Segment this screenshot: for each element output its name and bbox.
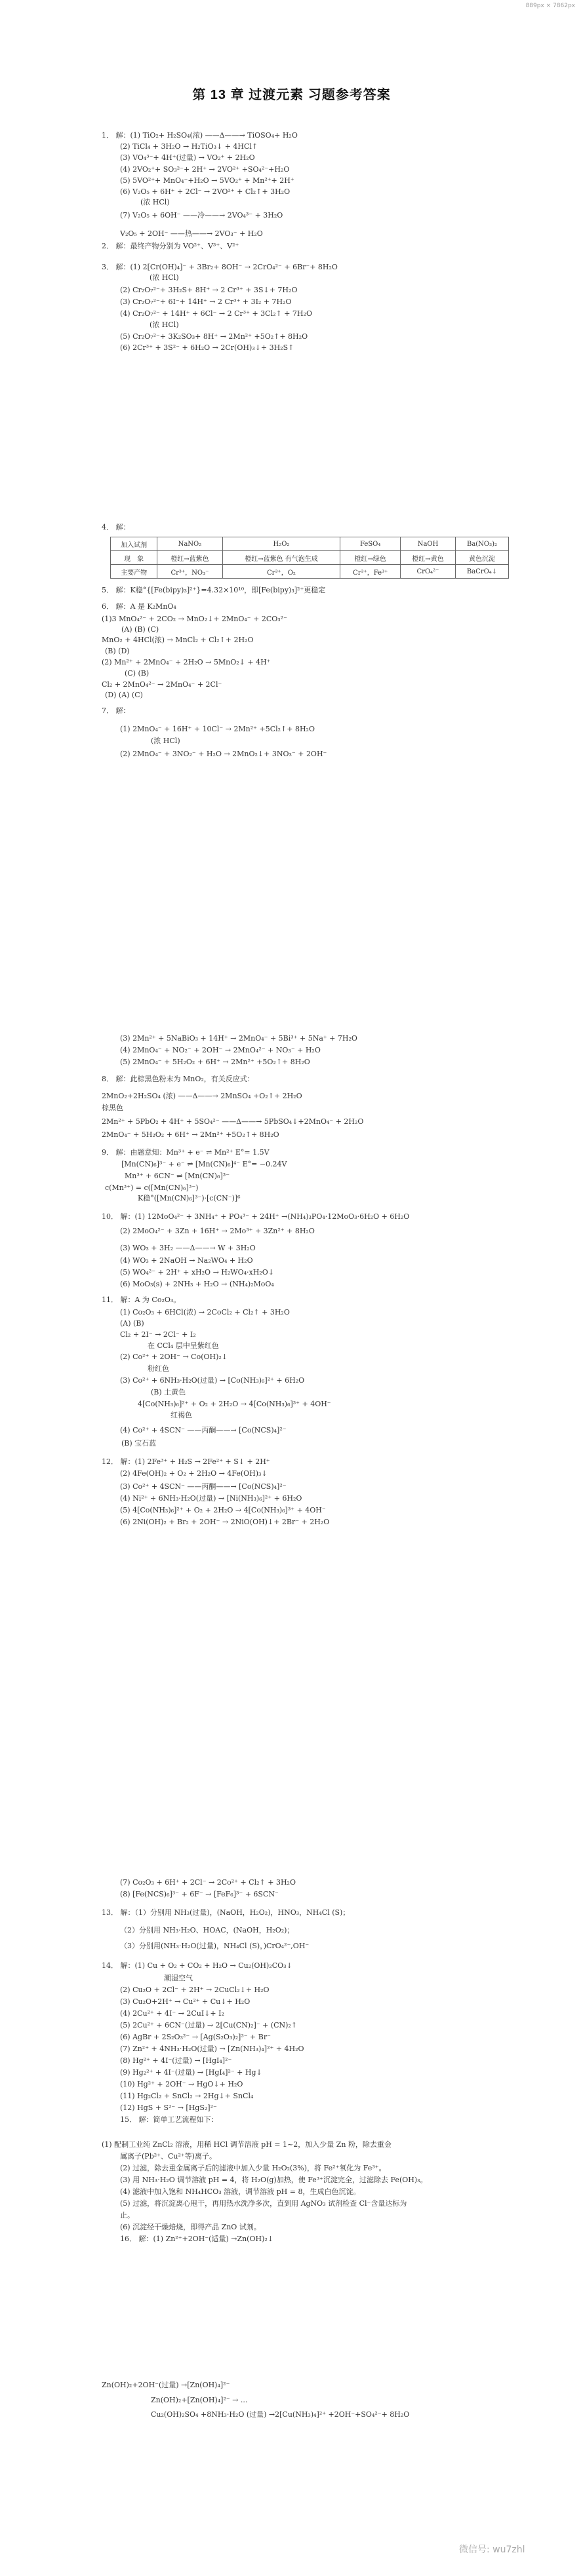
table-cell: Ba(NO₃)₂ <box>456 537 509 551</box>
answer-line: Zn(OH)₂+2OH⁻(过量) →[Zn(OH)₄]²⁻ <box>102 2381 230 2389</box>
answer-line: (2) Cu₂O + 2Cl⁻ + 2H⁺ → 2CuCl₂↓+ H₂O <box>120 1986 270 1994</box>
answer-line: (9) Hg₂²⁺ + 4I⁻(过量) → [HgI₄]²⁻ + Hg↓ <box>120 2068 262 2077</box>
image-dimensions-label: 889px × 7862px <box>525 3 575 9</box>
answer-line: (6) MoO₃(s) + 2NH₃ + H₂O → (NH₄)₂MoO₄ <box>120 1280 274 1288</box>
answer-line: (C) (B) <box>125 669 150 678</box>
answer-line: (8) [Fe(NCS)₆]³⁻ + 6F⁻ → [FeF₆]³⁻ + 6SCN⁻ <box>120 1890 279 1898</box>
table-cell: FeSO₄ <box>340 537 401 551</box>
answer-line: (5) 过滤，将沉淀离心甩干，再用热水洗净多次，直到用 AgNO₃ 试剂检查 Cl⁻含量达标为 <box>120 2199 407 2208</box>
answer-line: (3) Co²⁺ + 6NH₃·H₂O(过量) → [Co(NH₃)₆]²⁺ + 6H₂O <box>120 1376 305 1385</box>
answer-line: (3) Co²⁺ + 4SCN⁻ ——丙酮——→ [Co(NCS)₄]²⁻ <box>120 1482 287 1491</box>
answer-line: (2) Co²⁺ + 2OH⁻ → Co(OH)₂↓ <box>120 1353 228 1361</box>
answer-line: 13． 解：（1）分别用 NH₃(过量)，(NaOH，H₂O₂)，HNO₃，NH₄Cl (S)； <box>102 1908 350 1917</box>
answer-line: MnO₂ + 4HCl(浓) → MnCl₂ + Cl₂↑+ 2H₂O <box>102 636 254 644</box>
answer-line: (3) Cr₂O₇²⁻+ 6I⁻+ 14H⁺ → 2 Cr³⁺ + 3I₂ + 7H₂O <box>120 298 292 306</box>
answer-line: 8． 解：此棕黑色粉末为 MnO₂，有关反应式： <box>102 1075 254 1083</box>
table-row <box>111 537 509 551</box>
answer-line: (3) WO₃ + 3H₂ ——Δ——→ W + 3H₂O <box>120 1244 256 1252</box>
watermark-text: 微信号: wu7zhl <box>459 2545 525 2555</box>
answer-line: 9． 解：由题意知：Mn³⁺ + e⁻ ⇌ Mn²⁺ E°= 1.5V <box>102 1148 270 1157</box>
answer-line: [Mn(CN)₆]³⁻ + e⁻ ⇌ [Mn(CN)₆]⁴⁻ E°= −0.24V <box>121 1160 287 1168</box>
answer-line: (D) (A) (C) <box>105 691 143 699</box>
table-cell: 黄色沉淀 <box>456 551 509 565</box>
answer-line: 2． 解：最终产物分别为 VO²⁺、V³⁺、V²⁺ <box>102 242 239 250</box>
answer-line: (B) 土黄色 <box>151 1388 186 1396</box>
table-cell: Cr³⁺，Fe³⁺ <box>340 565 401 579</box>
answer-line: (2) 4Fe(OH)₂ + O₂ + 2H₂O → 4Fe(OH)₃↓ <box>120 1469 268 1478</box>
answer-line: c(Mn³⁺) = c([Mn(CN)₆]³⁻) <box>105 1183 199 1192</box>
answer-line: (3) 用 NH₃·H₂O 调节溶液 pH = 4，将 H₂O(g)加热，使 Fe³⁺沉淀完全，过滤除去 Fe(OH)₃。 <box>120 2176 428 2184</box>
answer-line: (浓 HCl) <box>150 273 179 282</box>
answer-line: (2) Mn²⁺ + 2MnO₄⁻ + 2H₂O → 5MnO₂↓ + 4H⁺ <box>102 658 271 666</box>
answer-line: (3) VO₄³⁻+ 4H⁺(过量) → VO₂⁺ + 2H₂O <box>120 153 255 162</box>
answer-line: (1) 2MnO₄⁻ + 16H⁺ + 10Cl⁻ → 2Mn²⁺ +5Cl₂↑+ 8H₂O <box>120 725 315 733</box>
answer-line: 潮湿空气 <box>164 1974 193 1982</box>
table-cell: 加入试剂 <box>111 537 157 551</box>
table-cell: 主要产物 <box>111 565 157 579</box>
answer-line: 11． 解：A 为 Co₂O₃。 <box>102 1296 181 1304</box>
answer-line: Cl₂ + 2I⁻ → 2Cl⁻ + I₂ <box>120 1330 196 1339</box>
answer-line: (7) V₂O₅ + 6OH⁻ ——冷——→ 2VO₄³⁻ + 3H₂O <box>120 211 283 220</box>
answer-line: (5) 2MnO₄⁻ + 5H₂O₂ + 6H⁺ → 2Mn²⁺ +5O₂↑+ 8H₂O <box>120 1058 310 1066</box>
answer-4-table <box>110 537 509 579</box>
answer-line: 棕黑色 <box>102 1104 123 1112</box>
answer-line: (3) 2Mn²⁺ + 5NaBiO₃ + 14H⁺ → 2MnO₄⁻ + 5Bi³⁺ + 5Na⁺ + 7H₂O <box>120 1034 357 1043</box>
answer-line: 红褐色 <box>171 1411 192 1419</box>
table-cell: Cr³⁺，NO₃⁻ <box>157 565 222 579</box>
table-cell: NaNO₂ <box>157 537 222 551</box>
answer-line: K稳°([Mn(CN)₆]³⁻)·[c(CN⁻)]⁶ <box>138 1194 241 1202</box>
answer-line: (A) (B) <box>120 1319 144 1328</box>
answer-line: 属离子(Pb²⁺、Cu²⁺等)离子。 <box>120 2152 216 2161</box>
answer-line: (1)3 MnO₄²⁻ + 2CO₂ → MnO₂↓+ 2MnO₄⁻ + 2CO₃²⁻ <box>102 615 287 623</box>
table-cell: BaCrO₄↓ <box>456 565 509 579</box>
answer-line: 4[Co(NH₃)₆]²⁺ + O₂ + 2H₂O → 4[Co(NH₃)₆]³⁺ + 4OH⁻ <box>138 1400 331 1408</box>
answer-line: (6) V₂O₅ + 6H⁺ + 2Cl⁻ → 2VO²⁺ + Cl₂↑+ 3H₂O <box>120 187 291 196</box>
answer-line: (3) Cu₂O+2H⁺ → Cu²⁺ + Cu↓+ H₂O <box>120 1997 251 2006</box>
answer-line: Zn(OH)₂+[Zn(OH)₄]²⁻ → ... <box>151 2396 248 2404</box>
answer-line: (8) Hg²⁺ + 4I⁻(过量) → [HgI₄]²⁻ <box>120 2056 232 2065</box>
answer-line: (2) 2MnO₄⁻ + 3NO₂⁻ + H₂O → 2MnO₂↓+ 3NO₃⁻ + 2OH⁻ <box>120 750 327 758</box>
answer-line: 3． 解：(1) 2[Cr(OH)₄]⁻ + 3Br₂+ 8OH⁻ → 2CrO₄²⁻ + 6Br⁻+ 8H₂O <box>102 263 338 271</box>
answer-line: (4) 滤液中加入饱和 NH₄HCO₃ 溶液，调节溶液 pH = 8，生成白色沉淀。 <box>120 2187 361 2196</box>
answer-line: (6) AgBr + 2S₂O₃²⁻ → [Ag(S₂O₃)₂]³⁻ + Br⁻ <box>120 2033 271 2041</box>
answer-line: 7． 解： <box>102 706 131 715</box>
answer-line: (5) 5VO²⁺+ MnO₄⁻+H₂O → 5VO₂⁺ + Mn²⁺+ 2H⁺ <box>120 176 294 185</box>
answer-line: (4) WO₃ + 2NaOH → Na₂WO₄ + H₂O <box>120 1256 253 1265</box>
answer-line: (6) 2Cr³⁺ + 3S²⁻ + 6H₂O → 2Cr(OH)₃↓+ 3H₂S↑ <box>120 343 294 352</box>
table-cell: CrO₄²⁻ <box>400 565 455 579</box>
answer-line: Cu₂(OH)₂SO₄ +8NH₃·H₂O (过量) →2[Cu(NH₃)₄]²⁺ +2OH⁻+SO₄²⁻+ 8H₂O <box>151 2410 410 2419</box>
table-cell: 橙红→蓝紫色 <box>157 551 222 565</box>
answer-line: 6． 解：A 是 K₂MnO₄ <box>102 602 176 611</box>
answer-line: 14． 解：(1) Cu + O₂ + CO₂ + H₂O → Cu₂(OH)₂CO₃↓ <box>102 1961 292 1970</box>
answer-line: V₂O₅ + 2OH⁻ ——热——→ 2VO₃⁻ + H₂O <box>120 229 263 238</box>
answer-line: 2MnO₂+2H₂SO₄ (浓) ——Δ——→ 2MnSO₄ +O₂↑+ 2H₂O <box>102 1092 302 1100</box>
answer-line: (7) Co₂O₃ + 6H⁺ + 2Cl⁻ → 2Co²⁺ + Cl₂↑ + 3H₂O <box>120 1878 296 1887</box>
answer-line: 2Mn²⁺ + 5PbO₂ + 4H⁺ + 5SO₄²⁻ ——Δ——→ 5PbSO₄↓+2MnO₄⁻ + 2H₂O <box>102 1117 364 1126</box>
answer-line: 在 CCl₄ 层中呈紫红色 <box>148 1341 219 1350</box>
answer-line: (A) (B) (C) <box>121 625 159 634</box>
table-row <box>111 551 509 565</box>
answer-line: Cl₂ + 2MnO₄²⁻ → 2MnO₄⁻ + 2Cl⁻ <box>102 680 222 689</box>
answer-line: (4) Cr₂O₇²⁻ + 14H⁺ + 6Cl⁻ → 2 Cr³⁺ + 3Cl₂↑ + 7H₂O <box>120 309 312 318</box>
answer-line: （3）分别用(NH₃·H₂O(过量)，NH₄Cl (S)，)CrO₄²⁻,OH⁻ <box>120 1942 310 1950</box>
answer-line: (2) TiCl₄ + 3H₂O → H₂TiO₃↓ + 4HCl↑ <box>120 142 258 151</box>
table-cell: 橙红→绿色 <box>340 551 401 565</box>
answer-line: (B) (D) <box>105 647 130 655</box>
answer-line: (1) 配制工业纯 ZnCl₂ 溶液，用稀 HCl 调节溶液 pH = 1~2，加入少量 Zn 粉，除去重金 <box>102 2140 392 2149</box>
answer-line: (B) 宝石蓝 <box>121 1439 157 1448</box>
top-bar <box>0 0 583 4</box>
answer-line: (5) WO₄²⁻ + 2H⁺ + xH₂O → H₂WO₄·xH₂O↓ <box>120 1268 274 1277</box>
answer-line: (1) Co₂O₃ + 6HCl(浓) → 2CoCl₂ + Cl₂↑ + 3H₂O <box>120 1308 290 1317</box>
table-cell: 现 象 <box>111 551 157 565</box>
table-cell: NaOH <box>400 537 455 551</box>
answer-line: 10． 解：(1) 12MoO₄²⁻ + 3NH₄⁺ + PO₄³⁻ + 24H⁺ →(NH₄)₃PO₄·12MoO₃·6H₂O + 6H₂O <box>102 1212 410 1221</box>
answer-line: (6) 沉淀经干燥焙烧，即得产品 ZnO 试剂。 <box>120 2223 261 2231</box>
answer-line: 1． 解：(1) TiO₂+ H₂SO₄(浓) ——Δ——→ TiOSO₄+ H₂O <box>102 131 298 140</box>
table-cell: Cr³⁺，O₂ <box>222 565 340 579</box>
answer-line: (2) Cr₂O₇²⁻+ 3H₂S+ 8H⁺ → 2 Cr³⁺ + 3S↓+ 7H₂O <box>120 286 298 294</box>
answer-line: (4) Ni²⁺ + 6NH₃·H₂O(过量) → [Ni(NH₃)₆]²⁺ + 6H₂O <box>120 1494 302 1503</box>
answer-line: (2) 2MoO₄²⁻ + 3Zn + 16H⁺ → 2Mo³⁺ + 3Zn²⁺ + 8H₂O <box>120 1227 315 1235</box>
answer-line: 4． 解： <box>102 523 131 531</box>
answer-line: (5) Cr₂O₇²⁻+ 3K₂SO₃+ 8H⁺ → 2Mn²⁺ +5O₂↑+ 8H₂O <box>120 332 308 341</box>
answer-line: (4) Co²⁺ + 4SCN⁻ ——丙酮——→ [Co(NCS)₄]²⁻ <box>120 1426 287 1434</box>
table-cell: 橙红→蓝紫色 有气泡生成 <box>222 551 340 565</box>
answer-line: (12) HgS + S²⁻ → [HgS₂]²⁻ <box>120 2104 217 2112</box>
answer-line: (浓 HCl) <box>150 320 179 329</box>
answer-line: 15． 解：简单工艺流程如下： <box>120 2115 218 2124</box>
answer-line: 12． 解：(1) 2Fe³⁺ + H₂S → 2Fe²⁺ + S↓ + 2H⁺ <box>102 1457 270 1466</box>
answer-line: (2) 过滤，除去重金属离子后的滤液中加入少量 H₂O₂(3%)，将 Fe²⁺氧化为 Fe³⁺。 <box>120 2164 386 2172</box>
answer-line: (4) 2Cu²⁺ + 4I⁻ → 2CuI↓+ I₂ <box>120 2009 224 2018</box>
answer-line: (浓 HCl) <box>140 198 170 206</box>
answer-line: (4) 2MnO₄⁻ + NO₂⁻ + 2OH⁻ → 2MnO₄²⁻ + NO₃⁻ + H₂O <box>120 1046 321 1054</box>
answer-line: 16． 解：(1) Zn²⁺+2OH⁻(适量) →Zn(OH)₂↓ <box>120 2235 273 2243</box>
answer-line: 5． 解：K稳°{[Fe(bipy)₃]²⁺}=4.32×10¹⁰，即[Fe(bipy)₃]²⁺更稳定 <box>102 586 326 594</box>
answer-line: 止。 <box>120 2211 134 2220</box>
table-row <box>111 565 509 579</box>
table-cell: H₂O₂ <box>222 537 340 551</box>
table-cell: 橙红→黄色 <box>400 551 455 565</box>
answer-line: (5) 2Cu²⁺ + 6CN⁻(过量) → 2[Cu(CN)₂]⁻ + (CN)₂↑ <box>120 2021 298 2029</box>
answer-line: (7) Zn²⁺ + 4NH₃·H₂O(过量) → [Zn(NH₃)₄]²⁺ + 4H₂O <box>120 2045 304 2053</box>
answer-line: （2）分别用 NH₃·H₂O、HOAC，(NaOH，H₂O₂)； <box>120 1926 294 1934</box>
answer-line: (4) 2VO₂⁺+ SO₃²⁻+ 2H⁺ → 2VO²⁺ +SO₄²⁻+H₂O <box>120 165 290 174</box>
answer-line: (10) Hg²⁺ + 2OH⁻ → HgO↓+ H₂O <box>120 2080 243 2088</box>
answer-line: 粉红色 <box>148 1364 169 1373</box>
answer-line: Mn³⁺ + 6CN⁻ ⇌ [Mn(CN)₆]³⁻ <box>125 1172 230 1180</box>
answer-line: (6) 2Ni(OH)₂ + Br₂ + 2OH⁻ → 2NiO(OH)↓+ 2Br⁻ + 2H₂O <box>120 1518 330 1526</box>
answer-line: 2MnO₄⁻ + 5H₂O₂ + 6H⁺ → 2Mn²⁺ +5O₂↑+ 8H₂O <box>102 1130 279 1139</box>
answer-line: (浓 HCl) <box>151 737 180 745</box>
answer-line: (11) Hg₂Cl₂ + SnCl₂ → 2Hg↓+ SnCl₄ <box>120 2092 254 2100</box>
page-title: 第 13 章 过渡元素 习题参考答案 <box>192 88 391 102</box>
answer-line: (5) 4[Co(NH₃)₆]²⁺ + O₂ + 2H₂O → 4[Co(NH₃)₆]³⁺ + 4OH⁻ <box>120 1506 326 1514</box>
